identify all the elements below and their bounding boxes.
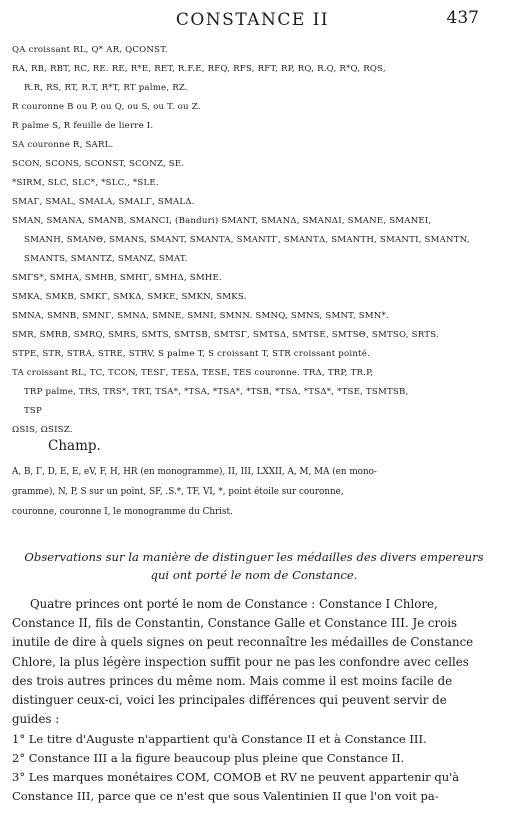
mintmark-line: SMNA, SMNB, SMNΓ, SMNΔ, SMNE, SMNI, SMNN. SMNQ, SMNS, SMNT, SMN*. <box>12 311 389 321</box>
body-paragraph <box>12 595 496 729</box>
mintmark-line: SMAN, SMANA, SMANB, SMANCI, (Banduri) SMANT, SMANΔ, SMANΔI, SMANE, SMANEI, <box>12 216 432 226</box>
mintmark-line: SMANH, SMANΘ, SMANS, SMANT, SMANTA, SMANTΓ, SMANTΔ, SMANTH, SMANTI, SMANTN, <box>24 235 470 245</box>
observations-title <box>12 548 496 584</box>
observations-title-line: qui ont porté le nom de Constance. <box>150 568 358 582</box>
list-item: 3° Les marques monétaires COM, COMOB et RV ne peuvent appartenir qu'à <box>12 770 460 784</box>
numbered-list <box>12 730 496 806</box>
champ-list <box>12 462 496 522</box>
mintmark-line: SMKA, SMKB, SMKΓ, SMKΔ, SMKE, SMKN, SMKS. <box>12 292 247 302</box>
page-number: 437 <box>446 8 479 28</box>
paragraph-line: guides : <box>12 712 60 727</box>
mintmark-line: QA croissant RL, Q* AR, QCONST. <box>12 45 168 55</box>
paragraph-line: Constance II, fils de Constantin, Constance Galle et Constance III. Je crois <box>12 616 458 631</box>
mintmark-line: STPE, STR, STRA, STRE, STRV, S palme T, S croissant T, STR croissant pointé. <box>12 349 370 359</box>
mintmark-line: R couronne B ou P, ou Q, ou S, ou T. ou Z. <box>12 102 201 112</box>
mintmark-line: R palme S, R feuille de lierre I. <box>12 121 154 131</box>
mintmark-line: SMR, SMRB, SMRQ, SMRS, SMTS, SMTSB, SMTSΓ, SMTSΔ, SMTSE, SMTSΘ, SMTSO, SRTS. <box>12 330 439 340</box>
champ-line: gramme), N, P, S sur un point, SF, .S.*, TF, VI, *, point étoile sur couronne, <box>12 487 344 497</box>
list-item: 2° Constance III a la figure beaucoup plus pleine que Constance II. <box>12 751 405 765</box>
mintmark-line: TSP <box>24 406 43 416</box>
paragraph-line: Chlore, la plus légère inspection suffit pour ne pas les confondre avec celles <box>12 654 469 669</box>
champ-line: A, B, Γ, D, E, E, eV, F, H, HR (en monogramme), II, III, LXXII, A, M, MA (en mono- <box>12 467 377 477</box>
paragraph-line: des trois autres princes du même nom. Mais comme il est moins facile de <box>12 673 453 688</box>
champ-line: couronne, couronne I, le monogramme du Christ. <box>12 507 233 517</box>
mintmark-line: *SIRM, SLC, SLC*, *SLC., *SLE. <box>12 178 159 188</box>
mintmark-line: SMΓS*, SMHA, SMHB, SMHΓ, SMHΔ, SMHE. <box>12 273 222 283</box>
section-heading-champ: Champ. <box>48 438 101 454</box>
paragraph-line: Quatre princes ont porté le nom de Constance : Constance I Chlore, <box>30 597 438 611</box>
list-item: Constance III, parce que ce n'est que sous Valentinien II que l'on voit pa- <box>12 789 439 803</box>
paragraph-line: distinguer ceux-ci, voici les principales différences qui peuvent servir de <box>12 692 447 707</box>
mintmark-list <box>12 41 496 440</box>
mintmark-line: RA, RB, RBT, RC, RE. RE, R*E, RET, R.F.E, RFQ, RFS, RFT, RP, RQ, R.Q, R*Q, RQS, <box>12 64 386 74</box>
mintmark-line: TRP palme, TRS, TRS*, TRT, TSA*, *TSA, *TSA*, *TSB, *TSΔ, *TSΔ*, *TSE, TSMTSB, <box>24 387 409 397</box>
list-item: 1° Le titre d'Auguste n'appartient qu'à Constance II et à Constance III. <box>12 732 427 746</box>
running-title: CONSTANCE II <box>175 10 330 30</box>
mintmark-line: SCON, SCONS, SCONST, SCONZ, SE. <box>12 159 185 169</box>
mintmark-line: TA croissant RL, TC, TCON, TESΓ, TESΔ, TESE, TES couronne. TRΔ, TRP, TR.P, <box>12 368 374 378</box>
mintmark-line: ΩSIS, ΩSISZ. <box>12 425 73 435</box>
mintmark-line: SMANTS, SMANTZ, SMANZ, SMAT. <box>24 254 188 264</box>
mintmark-line: SMAΓ, SMAL, SMALA, SMALΓ, SMALΔ. <box>12 197 195 207</box>
observations-title-line: Observations sur la manière de distinguer les médailles des divers empereurs <box>24 550 484 564</box>
paragraph-line: inutile de dire à quels signes on peut reconnaître les médailles de Constance <box>12 635 474 650</box>
mintmark-line: R.R, RS, RT, R.T, R*T, RT palme, RZ. <box>24 83 188 93</box>
mintmark-line: SA couronne R, SARL. <box>12 140 114 150</box>
page-header <box>0 8 505 32</box>
